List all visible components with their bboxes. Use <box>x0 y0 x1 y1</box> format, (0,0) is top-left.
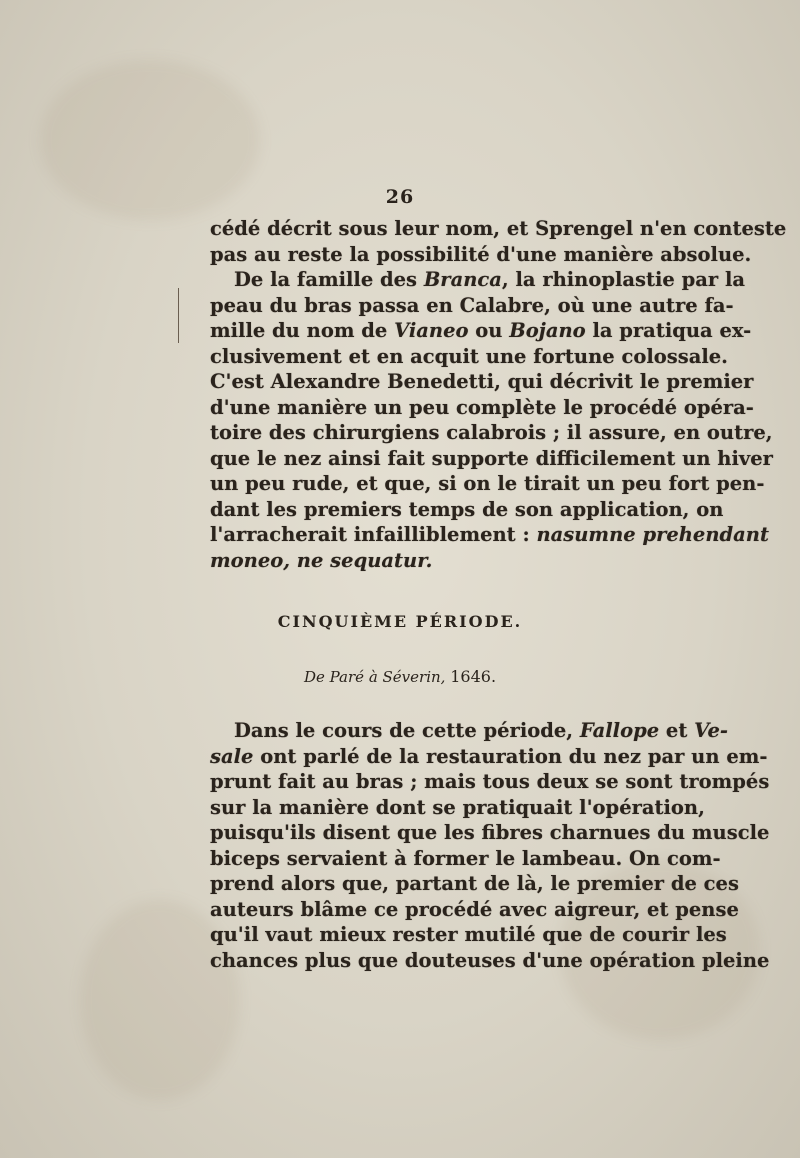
text-line <box>210 548 680 574</box>
text-line <box>210 769 770 795</box>
italic-text: Branca <box>423 268 502 291</box>
text-line <box>210 369 754 395</box>
text-run: pas au reste la possibilité d'une manière absolue. <box>210 242 752 266</box>
subheading-text: De Paré à Séverin, <box>303 668 446 686</box>
italic-text: Bojano <box>509 319 586 342</box>
paragraph-block-bottom <box>210 718 770 973</box>
italic-text: sale <box>210 744 254 768</box>
text-line <box>210 318 752 344</box>
text-run: De la famille des <box>234 268 424 291</box>
text-run: , la rhinoplastie par la <box>501 268 745 291</box>
text-run: ou <box>468 319 510 342</box>
text-run: que le nez ainsi fait supporte difficilement un hiver <box>210 446 773 470</box>
text-run: biceps servaient à former le lambeau. On com- <box>210 846 721 870</box>
text-line <box>210 820 770 846</box>
text-run: auteurs blâme ce procédé avec aigreur, et pense <box>210 897 739 921</box>
text-line <box>210 922 727 948</box>
text-run: prunt fait au bras ; mais tous deux se sont trompés <box>210 770 770 793</box>
text-run: toire des chirurgiens calabrois ; il assure, en outre, <box>210 421 773 444</box>
text-run: peau du bras passa en Calabre, où une autre fa- <box>210 293 734 317</box>
text-run: C'est Alexandre Benedetti, qui décrivit le premier <box>210 370 754 393</box>
text-run: ont parlé de la restauration du nez par un em- <box>253 744 768 768</box>
text-line <box>210 395 754 421</box>
page-number: 26 <box>385 186 415 208</box>
text-run: mille du nom de <box>210 319 395 342</box>
text-line <box>210 446 773 472</box>
text-run: la pratiqua ex- <box>585 319 752 342</box>
text-line <box>210 718 728 744</box>
text-run: qu'il vaut mieux rester mutilé que de courir les <box>210 923 727 946</box>
section-heading: CINQUIÈME PÉRIODE. <box>277 612 523 631</box>
italic-text: moneo, ne sequatur. <box>210 548 433 572</box>
text-run: puisqu'ils disent que les fibres charnues du muscle <box>210 821 770 844</box>
text-line <box>210 948 770 974</box>
text-run: chances plus que douteuses d'une opération pleine <box>210 948 770 972</box>
text-line <box>210 846 721 872</box>
text-run: d'une manière un peu complète le procédé opéra- <box>210 395 754 419</box>
text-run: Dans le cours de cette période, <box>234 719 580 742</box>
text-run: clusivement et en acquit une fortune colossale. <box>210 344 728 368</box>
text-line <box>210 242 752 268</box>
text-line <box>210 267 745 293</box>
text-line <box>210 293 734 319</box>
text-line <box>210 420 773 446</box>
text-line <box>210 522 769 548</box>
text-run: prend alors que, partant de là, le premier de ces <box>210 872 739 895</box>
text-run: sur la manière dont se pratiquait l'opération, <box>210 795 705 819</box>
section-subheading <box>0 667 800 686</box>
text-run: l'arracherait infailliblement : <box>210 523 537 546</box>
text-line <box>210 795 705 821</box>
text-run: un peu rude, et que, si on le tirait un peu fort pen- <box>210 472 765 495</box>
margin-mark <box>178 288 182 343</box>
italic-text: Ve- <box>694 719 728 742</box>
text-run: et <box>659 719 695 742</box>
text-line <box>210 344 728 370</box>
text-line <box>210 871 739 897</box>
italic-text: Vianeo <box>394 319 469 342</box>
text-line <box>210 897 739 923</box>
text-line <box>210 471 765 497</box>
text-line <box>210 497 724 523</box>
subheading-year: 1646. <box>450 667 497 686</box>
italic-text: nasumne prehendant <box>536 523 769 546</box>
text-run: cédé décrit sous leur nom, et Sprengel n'en conteste <box>210 217 787 240</box>
text-line <box>210 216 787 242</box>
paragraph-block-top <box>210 216 787 573</box>
text-line <box>210 744 768 770</box>
italic-text: Fallope <box>579 719 660 742</box>
text-run: dant les premiers temps de son application, on <box>210 497 724 521</box>
